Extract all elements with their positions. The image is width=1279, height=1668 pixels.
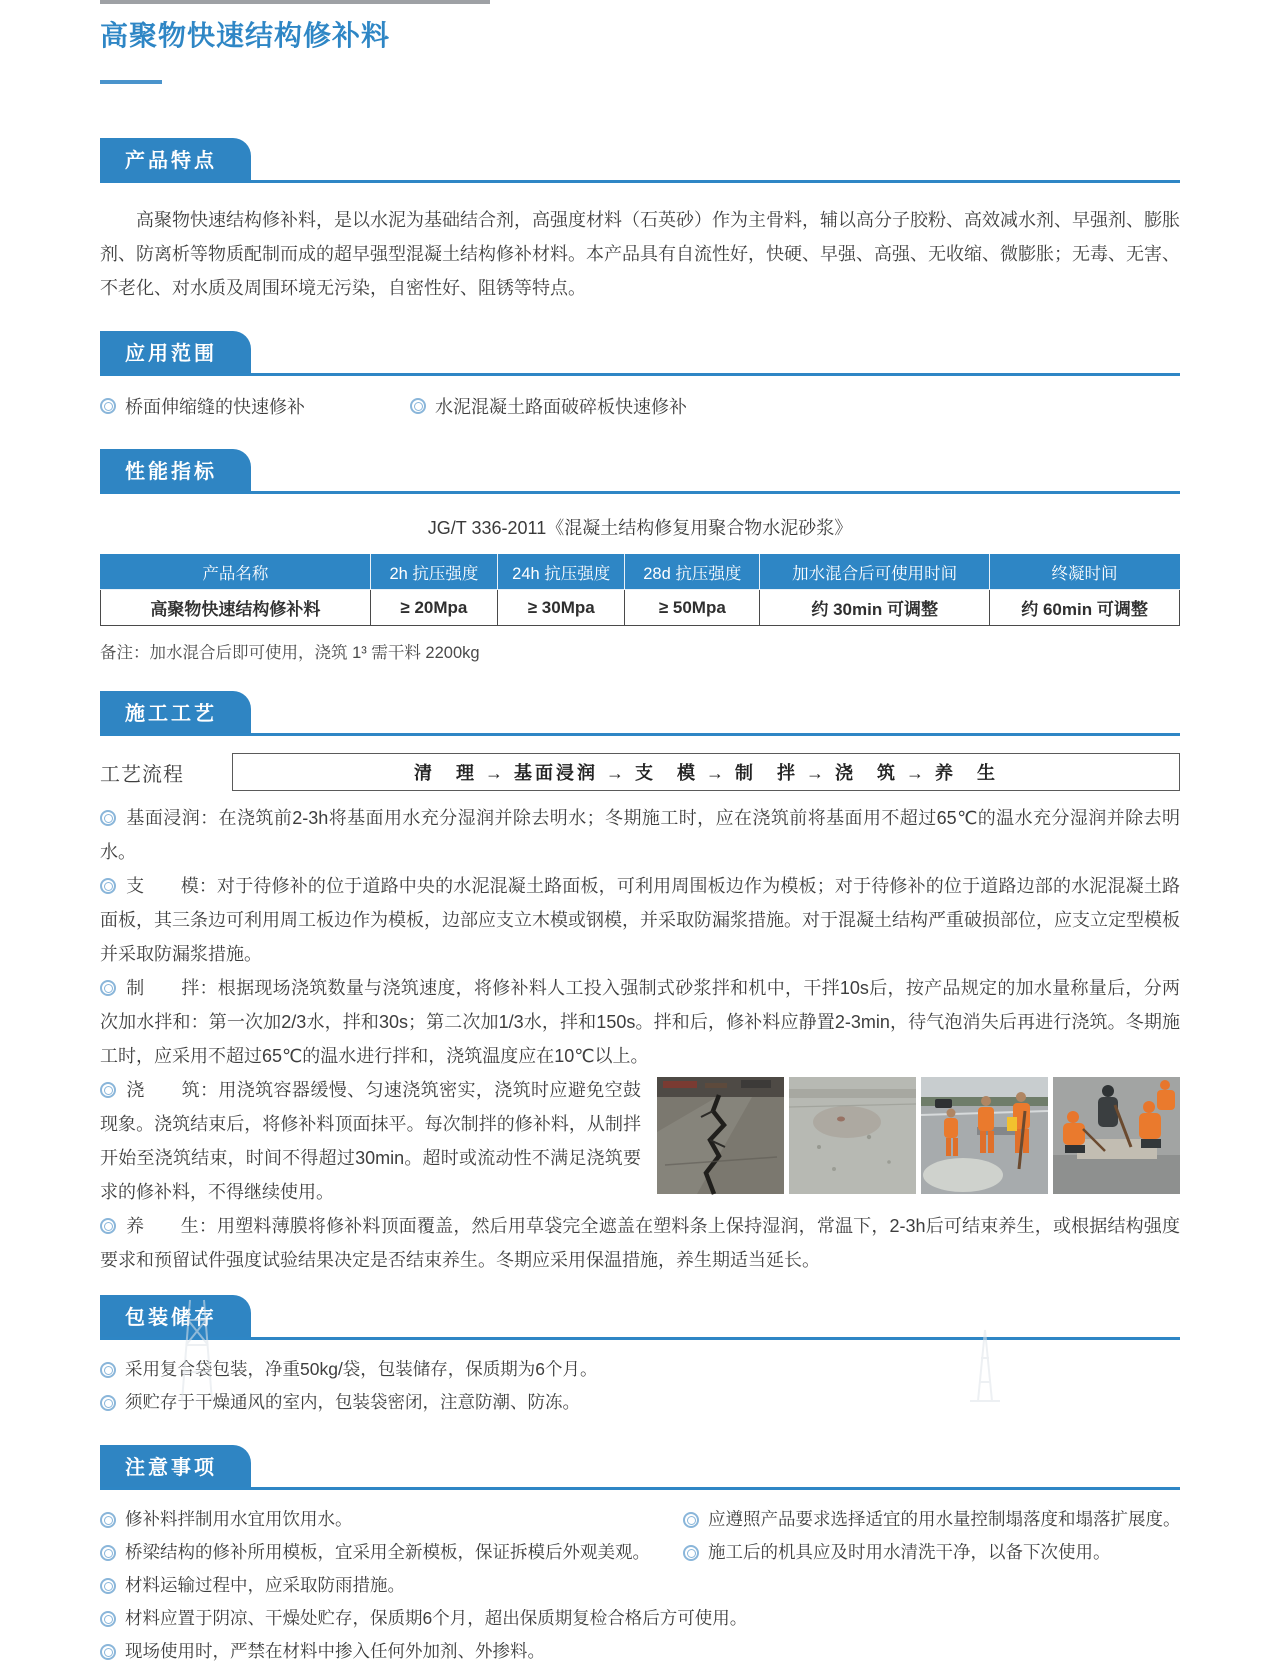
note-item-text: 现场使用时，严禁在材料中掺入任何外加剂、外掺料。 — [125, 1641, 545, 1661]
double-circle-bullet-icon — [100, 1611, 116, 1627]
section-tab-features: 产品特点 — [100, 138, 251, 180]
table-header-cell: 加水混合后可使用时间 — [760, 555, 990, 590]
storage-item-text: 须贮存于干燥通风的室内，包装袋密闭，注意防潮、防冻。 — [125, 1392, 580, 1412]
construction-step-mixing — [100, 971, 1180, 1073]
note-item-text: 应遵照产品要求选择适宜的用水量控制塌落度和塌落扩展度。 — [708, 1509, 1181, 1529]
double-circle-bullet-icon — [683, 1545, 699, 1561]
performance-table-data-row — [101, 590, 1180, 626]
double-circle-bullet-icon — [100, 1545, 116, 1561]
double-circle-bullet-icon — [100, 1512, 116, 1528]
table-remark-note: 备注：加水混合后即可使用，浇筑 1³ 需干料 2200kg — [100, 644, 480, 662]
process-flow-box: 清 理 → 基面浸润 → 支 模 → 制 拌 → 浇 筑 → 养 生 — [232, 753, 1180, 791]
construction-step-wetting — [100, 801, 1180, 869]
watermark-spire-icon — [940, 1330, 1030, 1401]
double-circle-bullet-icon — [683, 1512, 699, 1528]
notes-right-column — [683, 1503, 1181, 1569]
table-header-cell: 2h 抗压强度 — [370, 555, 497, 590]
step-text: 养 生：用塑料薄膜将修补料顶面覆盖，然后用草袋完全遮盖在塑料条上保持湿润，常温下，2-3h后可结束养生，或根据结构强度要求和预留试件强度试验结果决定是否结束养生。冬期应采用保温措施，养生期适当延长。 — [100, 1216, 1180, 1270]
page-title: 高聚物快速结构修补料 — [100, 20, 391, 51]
section-header-bar — [100, 331, 1180, 376]
workers-placing-repair-mortar-photo — [1053, 1077, 1180, 1194]
table-cell-product-name: 高聚物快速结构修补料 — [101, 590, 371, 626]
section-construction — [100, 691, 1180, 1277]
application-item — [410, 393, 687, 419]
double-circle-bullet-icon — [100, 1218, 116, 1234]
table-cell: ≥ 20Mpa — [370, 590, 497, 626]
double-circle-bullet-icon — [100, 980, 116, 996]
application-list — [100, 393, 1180, 419]
construction-photos-strip — [657, 1077, 1180, 1194]
cracked-concrete-pavement-photo — [657, 1077, 784, 1194]
section-tab-performance: 性能指标 — [100, 449, 251, 491]
double-circle-bullet-icon — [100, 878, 116, 894]
section-tab-construction: 施工工艺 — [100, 691, 251, 733]
section-tab-application: 应用范围 — [100, 331, 251, 373]
section-tab-storage: 包装储存 — [100, 1295, 251, 1337]
worn-concrete-surface-photo — [789, 1077, 916, 1194]
table-cell: ≥ 30Mpa — [498, 590, 625, 626]
step-text: 支 模：对于待修补的位于道路中央的水泥混凝土路面板，可利用周围板边作为模板；对于待修补的位于道路边部的水泥混凝土路面板，其三条边可利用周工板边作为模板，边部应支立木模或钢模，并采取防漏浆措施。对于混凝土结构严重破损部位，应支立定型模板并采取防漏浆措施。 — [100, 876, 1180, 964]
table-header-cell: 28d 抗压强度 — [625, 555, 760, 590]
section-header-bar — [100, 138, 1180, 183]
performance-standard-reference: JG/T 336-2011《混凝土结构修复用聚合物水泥砂浆》 — [427, 518, 853, 538]
double-circle-bullet-icon — [100, 1362, 116, 1378]
section-features — [100, 138, 1180, 305]
note-item-text: 材料运输过程中，应采取防雨措施。 — [125, 1575, 405, 1595]
section-application — [100, 331, 1180, 419]
process-flow-label: 工艺流程 — [100, 764, 184, 786]
title-underline-divider — [100, 80, 162, 84]
note-item-text: 材料应置于阴凉、干燥处贮存，保质期6个月，超出保质期复检合格后方可使用。 — [125, 1608, 748, 1628]
performance-table-header-row — [101, 555, 1180, 590]
double-circle-bullet-icon — [410, 398, 426, 414]
double-circle-bullet-icon — [100, 1644, 116, 1660]
section-performance — [100, 449, 1180, 663]
table-header-cell: 24h 抗压强度 — [498, 555, 625, 590]
application-item-label: 水泥混凝土路面破碎板快速修补 — [435, 397, 687, 417]
features-paragraph: 高聚物快速结构修补料，是以水泥为基础结合剂，高强度材料（石英砂）作为主骨料，辅以高分子胶粉、高效减水剂、早强剂、膨胀剂、防离析等物质配制而成的超早强型混凝土结构修补材料。本产品具有自流性好，快硬、早强、高强、无收缩、微膨胀；无毒、无害、不老化、对水质及周围环境无污染，自密性好、阻锈等特点。 — [100, 210, 1180, 298]
section-notes — [100, 1445, 1180, 1668]
table-cell: 约 60min 可调整 — [990, 590, 1180, 626]
note-item — [683, 1503, 1181, 1536]
table-header-cell: 终凝时间 — [990, 555, 1180, 590]
process-flow-row — [100, 753, 1180, 791]
construction-step-formwork — [100, 869, 1180, 971]
section-tab-notes: 注意事项 — [100, 1445, 251, 1487]
step-text: 制 拌：根据现场浇筑数量与浇筑速度，将修补料人工投入强制式砂浆拌和机中，干拌10s后，按产品规定的加水量称量后，分两次加水拌和：第一次加2/3水，拌和30s；第二次加1/3水，拌和150s。拌和后，修补料应静置2-3min，待气泡消失后再进行浇筑。冬期施工时，应采用不超过65℃的温水进行拌和，浇筑温度应在10℃以上。 — [100, 978, 1180, 1066]
note-item-text: 施工后的机具应及时用水清洗干净，以备下次使用。 — [708, 1542, 1111, 1562]
note-item — [683, 1536, 1181, 1569]
step-text: 基面浸润：在浇筑前2-3h将基面用水充分湿润并除去明水；冬期施工时，应在浇筑前将基面用不超过65℃的温水充分湿润并除去明水。 — [100, 808, 1180, 862]
table-cell: ≥ 50Mpa — [625, 590, 760, 626]
note-item — [100, 1635, 1180, 1668]
section-header-bar — [100, 1445, 1180, 1490]
table-header-cell: 产品名称 — [101, 555, 371, 590]
note-item — [100, 1602, 1180, 1635]
construction-step-curing — [100, 1209, 1180, 1277]
note-item-text: 桥梁结构的修补所用模板，宜采用全新模板，保证拆模后外观美观。 — [125, 1542, 650, 1562]
step-text: 浇 筑：用浇筑容器缓慢、匀速浇筑密实，浇筑时应避免空鼓现象。浇筑结束后，将修补料顶面抹平。每次制拌的修补料，从制拌开始至浇筑结束，时间不得超过30min。超时或流动性不满足浇筑要求的修补料，不得继续使用。 — [100, 1080, 641, 1202]
double-circle-bullet-icon — [100, 398, 116, 414]
double-circle-bullet-icon — [100, 810, 116, 826]
note-item-text: 修补料拌制用水宜用饮用水。 — [125, 1509, 353, 1529]
storage-item-text: 采用复合袋包装，净重50kg/袋，包装储存，保质期为6个月。 — [125, 1359, 598, 1379]
notes-columns — [100, 1503, 1180, 1668]
double-circle-bullet-icon — [100, 1082, 116, 1098]
double-circle-bullet-icon — [100, 1578, 116, 1594]
note-item — [100, 1569, 1180, 1602]
watermark-tower-icon — [160, 1300, 240, 1401]
table-cell: 约 30min 可调整 — [760, 590, 990, 626]
section-header-bar — [100, 691, 1180, 736]
section-header-bar — [100, 449, 1180, 494]
performance-table — [100, 554, 1180, 626]
workers-repairing-pavement-joint-photo — [921, 1077, 1048, 1194]
application-item — [100, 393, 410, 419]
application-item-label: 桥面伸缩缝的快速修补 — [125, 397, 305, 417]
construction-steps — [100, 801, 1180, 1277]
double-circle-bullet-icon — [100, 1395, 116, 1411]
